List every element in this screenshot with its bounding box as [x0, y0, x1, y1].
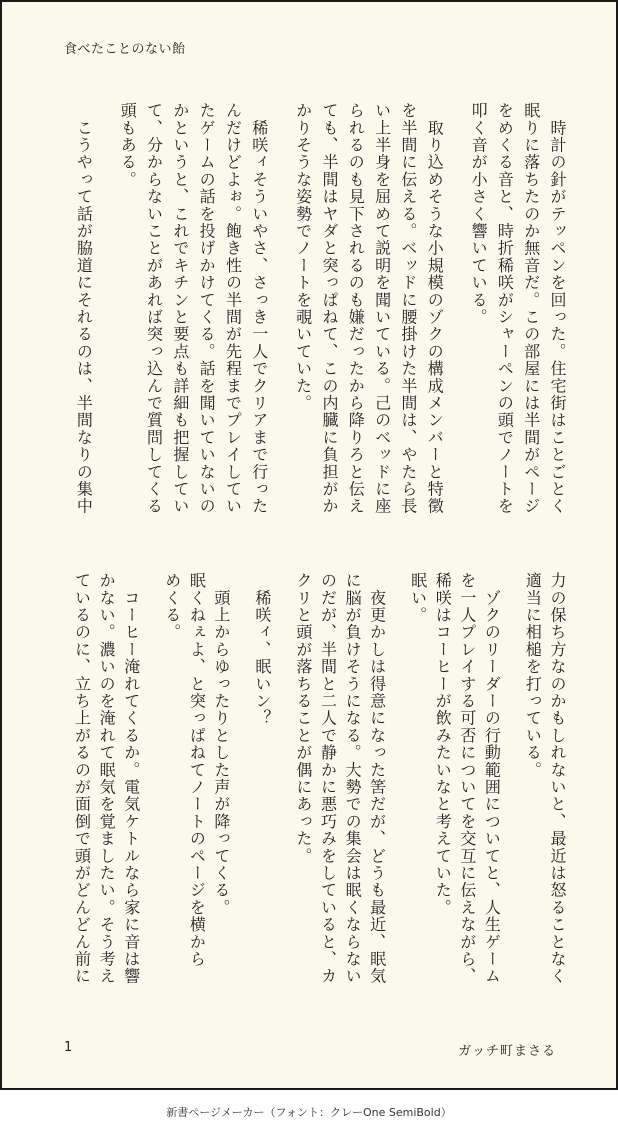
- text-column: んだけどよぉ。飽き性の半間が先程までプレイしてい: [223, 102, 243, 515]
- text-column: 適当に相槌を打っている。: [523, 572, 543, 779]
- text-column: かりそうな姿勢でノートを覗いていた。: [293, 102, 313, 412]
- text-column: かというと、これでキチンと要点も詳細も把握してい: [170, 102, 190, 515]
- text-column: 稀咲ィ、眠いン？: [252, 572, 272, 727]
- text-column: [236, 572, 252, 1012]
- text-column: い上半身を屈めて説明を聞いている。己のベッドに座: [372, 102, 392, 515]
- text-column: 頭上からゆったりとした声が降ってくる。: [211, 572, 231, 916]
- text-column: られるのも見下されるのも嫌だったから降りろと伝え: [346, 102, 366, 515]
- text-column: かない。濃いのを淹れて眠気を覚ましたい。そう考え: [97, 572, 117, 985]
- text-column: ても、半間はヤダと突っぱねて、この内臓に負担がか: [319, 102, 339, 515]
- text-column: 稀咲ィそういやさ、さっき一人でクリアまで行った: [249, 102, 269, 515]
- text-column: コーヒー淹れてくるか。電気ケトルなら家に音は響: [121, 572, 141, 985]
- text-column: 夜更かしは得意になった筈だが、どうも最近、眠気: [367, 572, 387, 985]
- text-column: をめくる音と、時折稀咲がシャーペンの頭でノートを: [495, 102, 515, 515]
- text-column: [506, 572, 522, 1012]
- text-column: クリと頭が落ちることが偶にあった。: [293, 572, 313, 865]
- text-column: [146, 572, 162, 1012]
- text-column: て、分からないことがあれば突っ込んで質問してくる: [144, 102, 164, 515]
- text-block-lower: [72, 572, 572, 1012]
- text-column: 叩く音が小さく響いている。: [469, 102, 489, 326]
- text-column: たゲームの話を投げかけてくる。話を聞いていないの: [197, 102, 217, 515]
- text-column: を半間に伝える。ベッドに腰掛けた半間は、やたら長: [398, 102, 418, 515]
- text-column: 頭もある。: [118, 102, 138, 188]
- text-column: 力の保ち方なのかもしれないと、最近は怒ることなく: [548, 572, 567, 985]
- page-number: 1: [64, 1040, 73, 1055]
- text-column: [392, 572, 408, 1012]
- text-column: 取り込めそうな小規模のゾクの構成メンバーと特徴: [425, 102, 445, 515]
- text-column: [277, 572, 293, 1012]
- text-column: [449, 102, 467, 542]
- text-column: に脳が負けそうになる。大勢での集会は眠くならない: [343, 572, 363, 985]
- running-title: 食べたことのない飴: [64, 42, 186, 57]
- tool-caption: 新書ページメーカー（フォント：クレーOne SemiBold）: [166, 1106, 452, 1119]
- text-column: のだが、半間と二人で静かに悪巧みをしていると、カ: [318, 572, 338, 985]
- text-block-upper: [72, 102, 572, 542]
- text-column: 稀咲はコーヒーが飲みたいなと考えていた。: [433, 572, 453, 916]
- text-column: を一人プレイする可否についてを交互に伝えながら、: [457, 572, 477, 985]
- text-column: めくる。: [162, 572, 182, 641]
- text-column: 眠くねぇよ、と突っぱねてノートのページを横から: [187, 572, 207, 968]
- text-column: [274, 102, 292, 542]
- text-column: 眠い。: [408, 572, 428, 624]
- text-column: [98, 102, 116, 542]
- text-column: 時計の針がテッペンを回った。住宅街はことごとく: [548, 102, 567, 515]
- text-column: 眠りに落ちたのか無音だ。この部屋には半間がページ: [521, 102, 541, 515]
- author-name: ガッチ町まさる: [458, 1044, 556, 1059]
- text-column: こうやって話が脇道にそれるのは、半間なりの集中: [74, 102, 94, 515]
- text-column: ゾクのリーダーの行動範囲についてと、人生ゲーム: [482, 572, 502, 985]
- text-column: ているのに、立ち上がるのが面倒で頭がどんどん前に: [72, 572, 92, 985]
